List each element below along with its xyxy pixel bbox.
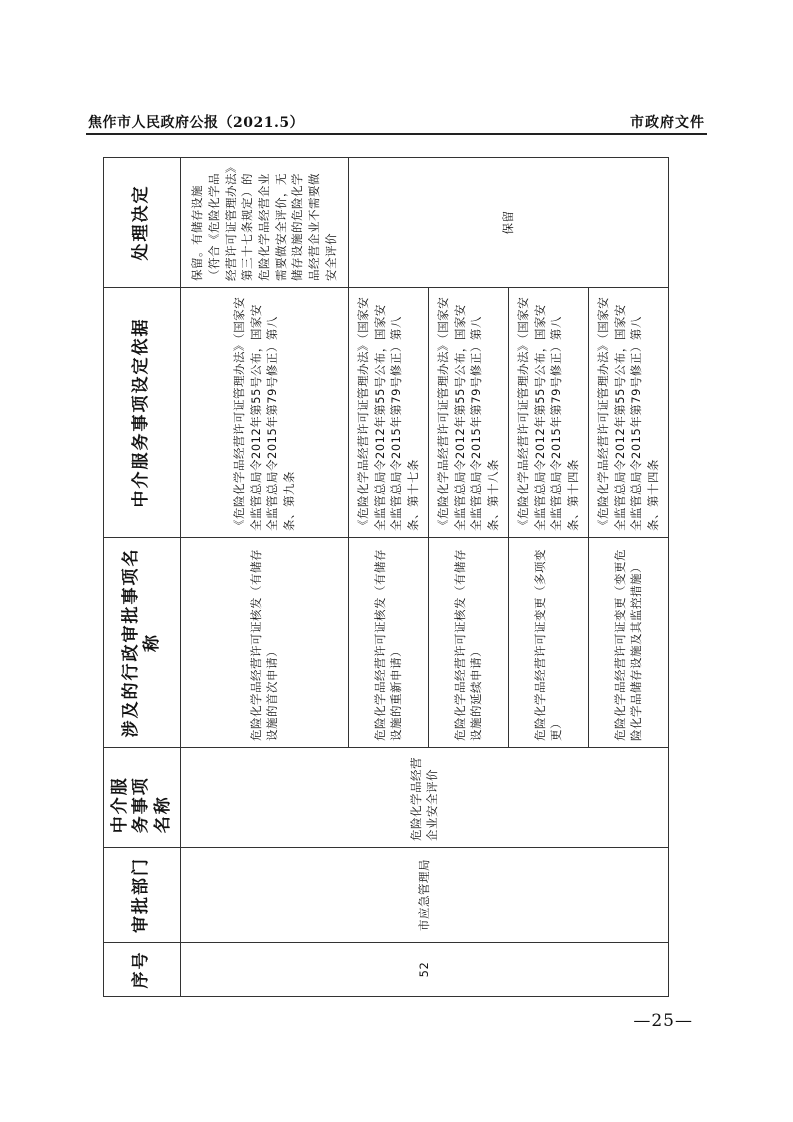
cell-dept: 市应急管理局	[180, 848, 668, 943]
cell-service: 危险化学品经营企业安全评价	[180, 748, 668, 848]
table-header-row	[104, 158, 181, 997]
col-header-approval: 涉及的行政审批事项名称	[104, 538, 181, 748]
table-row	[180, 158, 348, 997]
col-header-decision: 处理决定	[104, 158, 181, 288]
cell-decision: 保留	[348, 158, 668, 288]
cell-basis: 《危险化学品经营许可证管理办法》（国家安全监管总局令2012年第55号公布，国家安全监管总局令2015年第79号修正）第八条、第十七条	[348, 288, 428, 538]
header-rule	[86, 133, 707, 135]
intermediary-service-table	[103, 157, 669, 997]
cell-approval: 危险化学品经营许可证变更（多项变更）	[508, 538, 588, 748]
cell-basis: 《危险化学品经营许可证管理办法》（国家安全监管总局令2012年第55号公布，国家安全监管总局令2015年第79号修正）第八条、第十四条	[508, 288, 588, 538]
cell-basis: 《危险化学品经营许可证管理办法》（国家安全监管总局令2012年第55号公布，国家安全监管总局令2015年第79号修正）第八条、第九条	[180, 288, 348, 538]
col-header-service: 中介服务事项名称	[104, 748, 181, 848]
rotated-table-wrapper	[103, 158, 669, 997]
header-title: 焦作市人民政府公报（2021.5）	[88, 115, 305, 131]
page-number: —25—	[633, 1011, 693, 1031]
cell-basis: 《危险化学品经营许可证管理办法》（国家安全监管总局令2012年第55号公布，国家安全监管总局令2015年第79号修正）第八条、第十八条	[428, 288, 508, 538]
cell-approval: 危险化学品经营许可证变更（变更危险化学品储存设施及其监控措施）	[588, 538, 668, 748]
cell-decision: 保留。有储存设施（符合《危险化学品经营许可证管理办法》第三十七条规定）的危险化学品经营企业需要做安全评价，无储存设施的危险化学品经营企业不需要做安全评价	[180, 158, 348, 288]
cell-approval: 危险化学品经营许可证核发（有储存设施的延续申请）	[428, 538, 508, 748]
col-header-dept: 审批部门	[104, 848, 181, 943]
header-section: 市政府文件	[630, 115, 705, 131]
cell-approval: 危险化学品经营许可证核发（有储存设施的首次申请）	[180, 538, 348, 748]
col-header-basis: 中介服务事项设定依据	[104, 288, 181, 538]
cell-basis: 《危险化学品经营许可证管理办法》（国家安全监管总局令2012年第55号公布，国家安全监管总局令2015年第79号修正）第八条、第十四条	[588, 288, 668, 538]
col-header-seq: 序号	[104, 943, 181, 997]
cell-seq: 52	[180, 943, 668, 997]
page-header	[86, 108, 707, 132]
cell-approval: 危险化学品经营许可证核发（有储存设施的重新申请）	[348, 538, 428, 748]
